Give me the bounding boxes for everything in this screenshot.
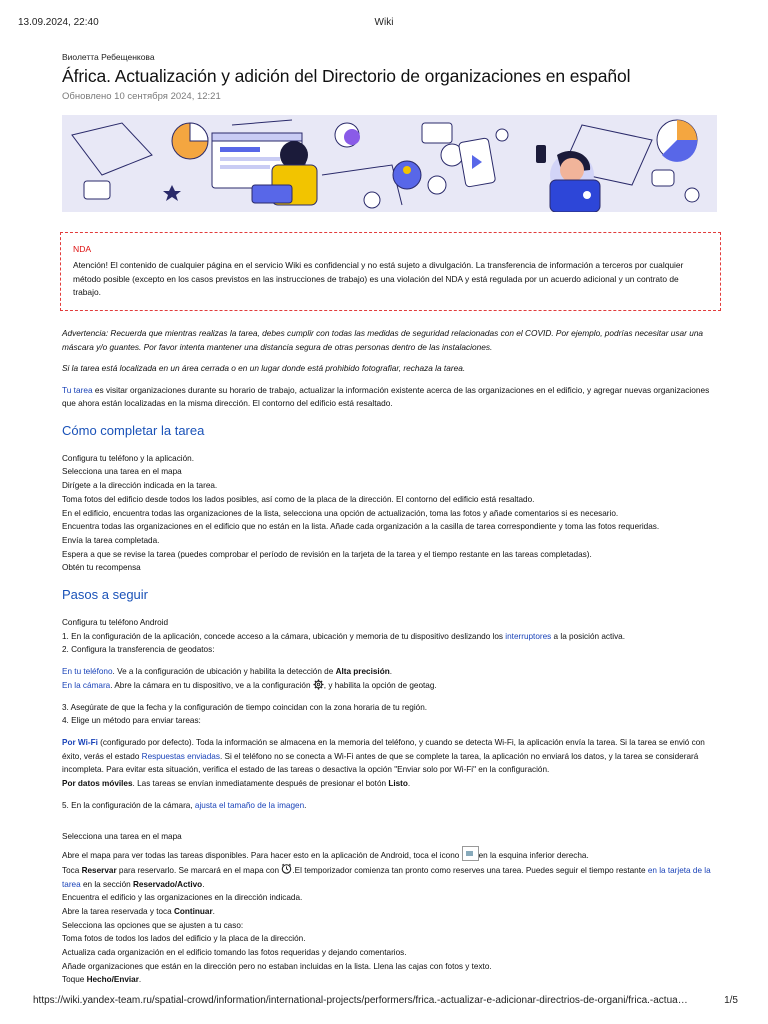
reserve-line — [62, 863, 717, 891]
author-name: Виолетта Ребещенкова — [62, 52, 155, 62]
step-4: 4. Elige un método para enviar tareas: — [62, 716, 201, 726]
step-1-text-b: a la posición activa. — [551, 631, 625, 641]
open-task-text-b: . — [212, 906, 215, 916]
image-size-link[interactable]: ajusta el tamaño de la imagen — [194, 800, 305, 810]
submit-text-a: Toque — [62, 975, 87, 985]
how-to-heading: Cómo completar la tarea — [62, 422, 205, 438]
find-building-line: Encuentra el edificio y las organizaciones en la dirección indicada. — [62, 893, 303, 903]
wifi-link[interactable] — [62, 738, 98, 747]
submit-line — [62, 973, 717, 987]
intro-text: es visitar organizaciones durante su horario de trabajo, actualizar la información existente acerca de las organizaciones en el edificio, y agregar nuevas organizaciones que ahora están localizadas en la misma dirección. El contorno del edificio está resaltado. — [62, 384, 710, 409]
list-item: Encuentra todas las organizaciones en el edificio que no están en la lista. Añade cada organización a la casilla de tarea correspondiente y toma las fotos requeridas. — [62, 522, 660, 532]
mobile-text-a: . Las tareas se envían inmediatamente después de presionar el botón — [132, 779, 389, 789]
nda-text: Atención! El contenido de cualquier página en el servicio Wiki es confidencial y no está sujeto a divulgación. La transferencia de información a terceros por cualquier método posible (excepto en los casos previstos en las instrucciones de trabajo) es una violación del NDA y está regulada por un acuerdo adicional y un contrato de trabajo. — [73, 259, 684, 298]
wifi-text-a: (configurado por defecto). Toda la información se almacena en la memoria del teléfono, y cuando se detecta Wi-Fi, la aplicación envía la tarea. Si la tarea se envió con éxito, verás el estado — [62, 737, 705, 761]
print-footer — [33, 995, 738, 1009]
list-item: Toma fotos del edificio desde todos los lados posibles, así como de la placa de la dirección. El contorno del edificio está resaltado. — [62, 494, 535, 504]
reserve-label: Reservar — [81, 865, 117, 875]
camera-settings-line — [62, 679, 717, 693]
submit-text-b: . — [138, 975, 142, 985]
camera-text-b: , y habilita la opción de geotag. — [323, 680, 437, 690]
how-to-list — [62, 452, 717, 575]
ready-button-label: Listo — [388, 779, 408, 789]
continue-label: Continuar — [173, 906, 213, 916]
closed-area-warning: Si la tarea está localizada en un área cerrada o en un lugar donde está prohibido fotografiar, rechaza la tarea. — [62, 363, 466, 374]
done-send-label: Hecho/Enviar — [86, 975, 139, 985]
banner-illustration — [62, 115, 717, 212]
open-map-line — [62, 846, 717, 863]
print-title: Wiki — [374, 17, 394, 28]
wifi-option — [62, 736, 717, 777]
step-5-text-a: 5. En la configuración de la cámara, — [62, 800, 195, 810]
add-org-line: Añade organizaciones que están en la dirección pero no estaban incluidas en la lista. Llena las cajas con fotos y texto. — [62, 961, 492, 971]
wifi-text-b: . Si el teléfono no se conecta a Wi-Fi antes de que se complete la tarea, la aplicación no enviará los datos, y la tarea se considerará incompleta. Para evitar esta situación, verifica el estado de las tareas o desactiva la opción "Enviar solo por Wi-Fi" en la configuración. — [62, 751, 699, 775]
sent-answers-link[interactable]: Respuestas enviadas — [141, 751, 220, 761]
page-content — [62, 52, 717, 987]
page-url: https://wiki.yandex-team.ru/spatial-crowd/information/international-projects/performers/frica.-actualizar-e-adicionar-directrios-de-organi/frica.-actua… — [33, 995, 688, 1006]
next-steps-heading: Pasos a seguir — [62, 587, 148, 603]
list-item: En el edificio, encuentra todas las organizaciones de la lista, selecciona una opción de actualización, toma las fotos y añade comentarios si es necesario. — [62, 508, 619, 518]
nda-notice — [60, 232, 721, 311]
print-header — [18, 17, 750, 31]
intro-paragraph — [62, 384, 717, 411]
step-3: 3. Asegúrate de que la fecha y la configuración de tiempo coincidan con la zona horaria de tu región. — [62, 702, 428, 712]
list-item: Envía la tarea completada. — [62, 535, 160, 545]
update-org-line: Actualiza cada organización en el edificio tomando las fotos requeridas y dejando comentarios. — [62, 948, 407, 958]
step-1 — [62, 630, 717, 644]
configure-android: Configura tu teléfono Android — [62, 618, 169, 628]
photos-line: Toma fotos de todos los lados del edificio y la placa de la dirección. — [62, 934, 306, 944]
mobile-data-option — [62, 777, 717, 791]
page-title: África. Actualización y adición del Directorio de organizaciones en español — [62, 66, 631, 86]
phone-text-b: . — [389, 667, 392, 677]
select-task-heading: Selecciona una tarea en el mapa — [62, 832, 182, 842]
list-item: Dirígete a la dirección indicada en la tarea. — [62, 481, 218, 491]
map-icon — [462, 846, 479, 861]
step-1-text-a: 1. En la configuración de la aplicación, concede acceso a la cámara, ubicación y memoria de tu dispositivo deslizando los — [62, 631, 506, 641]
gear-icon — [313, 679, 324, 690]
reserve-text-c: .El temporizador comienza tan pronto como reserves una tarea. Puedes seguir el tiempo restante — [292, 865, 648, 875]
list-item: Configura tu teléfono y la aplicación. — [62, 453, 194, 463]
mobile-data-label: Por datos móviles — [62, 779, 133, 789]
switches-link[interactable]: interruptores — [505, 631, 552, 641]
list-item: Obtén tu recompensa — [62, 563, 141, 573]
open-map-text-a: Abre el mapa para ver todas las tareas disponibles. Para hacer esto en la aplicación de Android, toca el icono — [62, 851, 462, 861]
reserve-text-a: Toca — [62, 865, 82, 875]
step-5-text-b: . — [304, 800, 307, 810]
reserve-text-d: en la sección — [80, 879, 134, 889]
phone-link[interactable]: En tu teléfono — [62, 667, 113, 677]
page-number: 1/5 — [724, 995, 738, 1006]
select-task-section — [62, 830, 717, 987]
reserve-text-e: . — [202, 879, 205, 889]
task-link[interactable]: Tu tarea — [62, 384, 93, 395]
step-2: 2. Configura la transferencia de geodatos: — [62, 645, 215, 655]
open-task-line — [62, 905, 717, 919]
wifi-link-label: Por Wi-Fi — [62, 737, 98, 747]
open-task-text-a: Abre la tarea reservada y toca — [62, 906, 174, 916]
camera-link[interactable]: En la cámara — [62, 680, 111, 690]
open-map-text-b: en la esquina inferior derecha. — [478, 851, 589, 861]
phone-text-a: . Ve a la configuración de ubicación y habilita la detección de — [112, 667, 336, 677]
nda-title: NDA — [73, 244, 92, 254]
step-5 — [62, 799, 717, 813]
print-datetime: 13.09.2024, 22:40 — [18, 17, 99, 28]
next-steps-section — [62, 616, 717, 812]
list-item: Selecciona una tarea en el mapa — [62, 467, 182, 477]
reserve-text-b: para reservarlo. Se marcará en el mapa con — [116, 865, 282, 875]
phone-settings-line — [62, 665, 717, 679]
camera-text-a: . Abre la cámara en tu dispositivo, ve a la configuración — [110, 680, 313, 690]
updated-timestamp: Обновлено 10 сентября 2024, 12:21 — [62, 91, 221, 102]
reserved-active-label: Reservado/Activo — [133, 879, 203, 889]
select-options-line: Selecciona las opciones que se ajusten a tu caso: — [62, 920, 244, 930]
high-precision-label: Alta precisión — [335, 667, 390, 677]
task-card-link[interactable]: en la tarjeta de la tarea — [62, 865, 711, 889]
list-item: Espera a que se revise la tarea (puedes comprobar el período de revisión en la tarjeta de la tarea y el tiempo restante en las tareas completadas). — [62, 549, 592, 559]
covid-warning: Advertencia: Recuerda que mientras realizas la tarea, debes cumplir con todas las medidas de seguridad relacionadas con el COVID. Por ejemplo, podrías necesitar usar una máscara y/o guantes. Por favor intenta mantener una distancia segura de otras personas dentro de las instalaciones. — [62, 328, 704, 352]
mobile-text-b: . — [407, 779, 411, 789]
clock-icon — [281, 863, 292, 874]
